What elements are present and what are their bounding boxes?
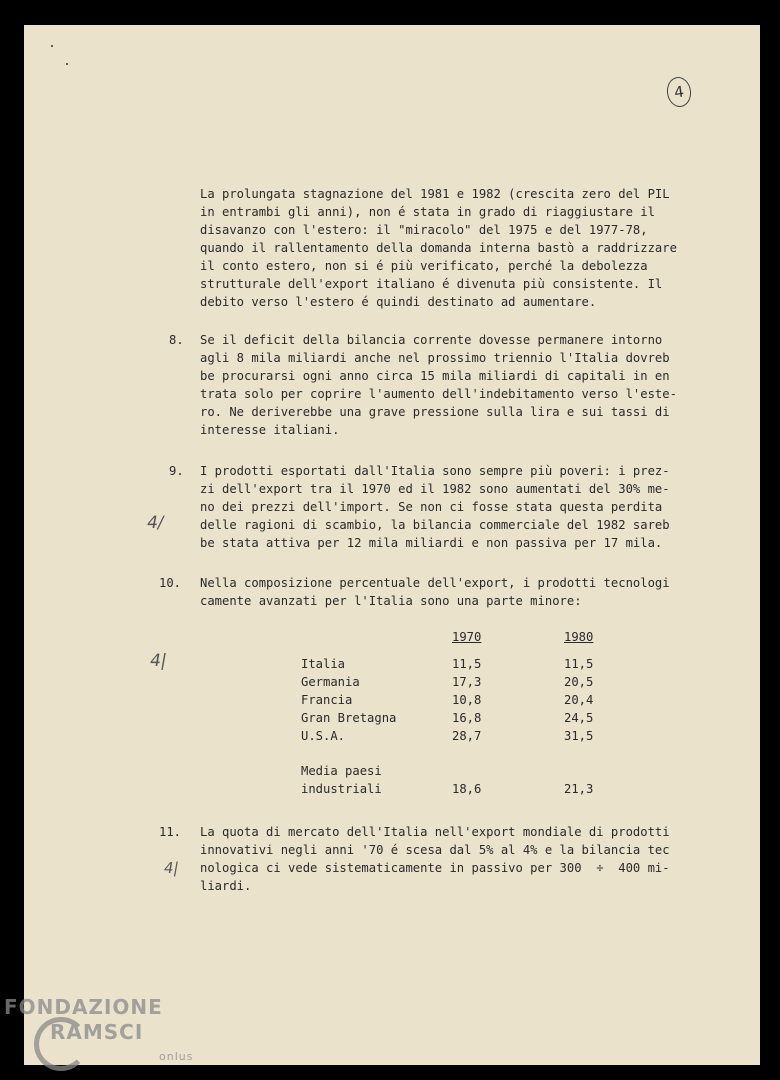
table-cell: 10,8 — [452, 693, 482, 707]
text-line: trata solo per coprire l'aumento dell'indebitamento verso l'este- — [200, 387, 677, 401]
text-line: innovativi negli anni '70 é scesa dal 5% al 4% e la bilancia tec — [200, 843, 670, 857]
text-line: be stata attiva per 12 mila miliardi e non passiva per 17 mila. — [200, 536, 663, 550]
logo-sub: onlus — [159, 1050, 194, 1063]
speck — [51, 45, 53, 47]
text-line: I prodotti esportati dall'Italia sono sempre più poveri: i prez- — [200, 464, 670, 478]
table-cell: 21,3 — [564, 782, 594, 796]
table-cell: 20,4 — [564, 693, 594, 707]
logo-line-1: FONDAZIONE — [4, 995, 163, 1019]
column-header-1980: 1980 — [564, 630, 594, 644]
document-page — [24, 25, 760, 1065]
table-row-country: U.S.A. — [301, 729, 346, 743]
text-line: no dei prezzi dell'import. Se non ci fosse stata questa perdita — [200, 500, 663, 514]
point-number: 10. — [159, 576, 182, 590]
table-row-country: Italia — [301, 657, 346, 671]
text-line: be procurarsi ogni anno circa 15 mila miliardi di capitali in en — [200, 369, 670, 383]
point-number: 8. — [169, 333, 184, 347]
text-line: agli 8 mila miliardi anche nel prossimo triennio l'Italia dovreb — [200, 351, 670, 365]
text-line: il conto estero, non si é più verificato, perché la debolezza — [200, 259, 648, 273]
text-line: disavanzo con l'estero: il "miracolo" del 1975 e del 1977-78, — [200, 223, 648, 237]
table-cell: 11,5 — [564, 657, 594, 671]
table-cell: 28,7 — [452, 729, 482, 743]
fondazione-gramsci-logo — [4, 995, 194, 1063]
text-line: delle ragioni di scambio, la bilancia commerciale del 1982 sareb — [200, 518, 670, 532]
text-line: interesse italiani. — [200, 423, 340, 437]
table-row-average-label: Media paesi — [301, 764, 382, 778]
text-line: ro. Ne deriverebbe una grave pressione sulla lira e sui tassi di — [200, 405, 670, 419]
point-number: 9. — [169, 464, 184, 478]
text-line: nologica ci vede sistematicamente in passivo per 300 ÷ 400 mi- — [200, 861, 670, 875]
text-line: strutturale dell'export italiano é divenuta più consistente. Il — [200, 277, 663, 291]
text-line: quando il rallentamento della domanda interna bastò a raddrizzare — [200, 241, 677, 255]
table-cell: 18,6 — [452, 782, 482, 796]
text-line: liardi. — [200, 879, 252, 893]
table-row-country: Gran Bretagna — [301, 711, 397, 725]
table-row-country: Francia — [301, 693, 353, 707]
point-number: 11. — [159, 825, 182, 839]
logo-line-2: RAMSCI — [50, 1020, 144, 1044]
table-cell: 16,8 — [452, 711, 482, 725]
text-line: Nella composizione percentuale dell'export, i prodotti tecnologi — [200, 576, 670, 590]
table-row-average-label: industriali — [301, 782, 382, 796]
text-line: Se il deficit della bilancia corrente dovesse permanere intorno — [200, 333, 663, 347]
table-cell: 24,5 — [564, 711, 594, 725]
table-cell: 11,5 — [452, 657, 482, 671]
text-line: zi dell'export tra il 1970 ed il 1982 sono aumentati del 30% me- — [200, 482, 670, 496]
margin-mark: 4| — [162, 859, 181, 877]
table-cell: 31,5 — [564, 729, 594, 743]
table-row-country: Germania — [301, 675, 360, 689]
text-line: debito verso l'estero é quindi destinato ad aumentare. — [200, 295, 597, 309]
text-line: La quota di mercato dell'Italia nell'export mondiale di prodotti — [200, 825, 670, 839]
margin-mark: 4| — [148, 651, 169, 671]
text-line: La prolungata stagnazione del 1981 e 1982 (crescita zero del PIL — [200, 187, 670, 201]
page-number: 4 — [665, 75, 693, 108]
table-cell: 17,3 — [452, 675, 482, 689]
table-cell: 20,5 — [564, 675, 594, 689]
text-line: in entrambi gli anni), non é stata in grado di riaggiustare il — [200, 205, 655, 219]
column-header-1970: 1970 — [452, 630, 482, 644]
text-line: camente avanzati per l'Italia sono una parte minore: — [200, 594, 582, 608]
margin-mark: 4/ — [145, 513, 166, 533]
speck — [66, 63, 68, 65]
